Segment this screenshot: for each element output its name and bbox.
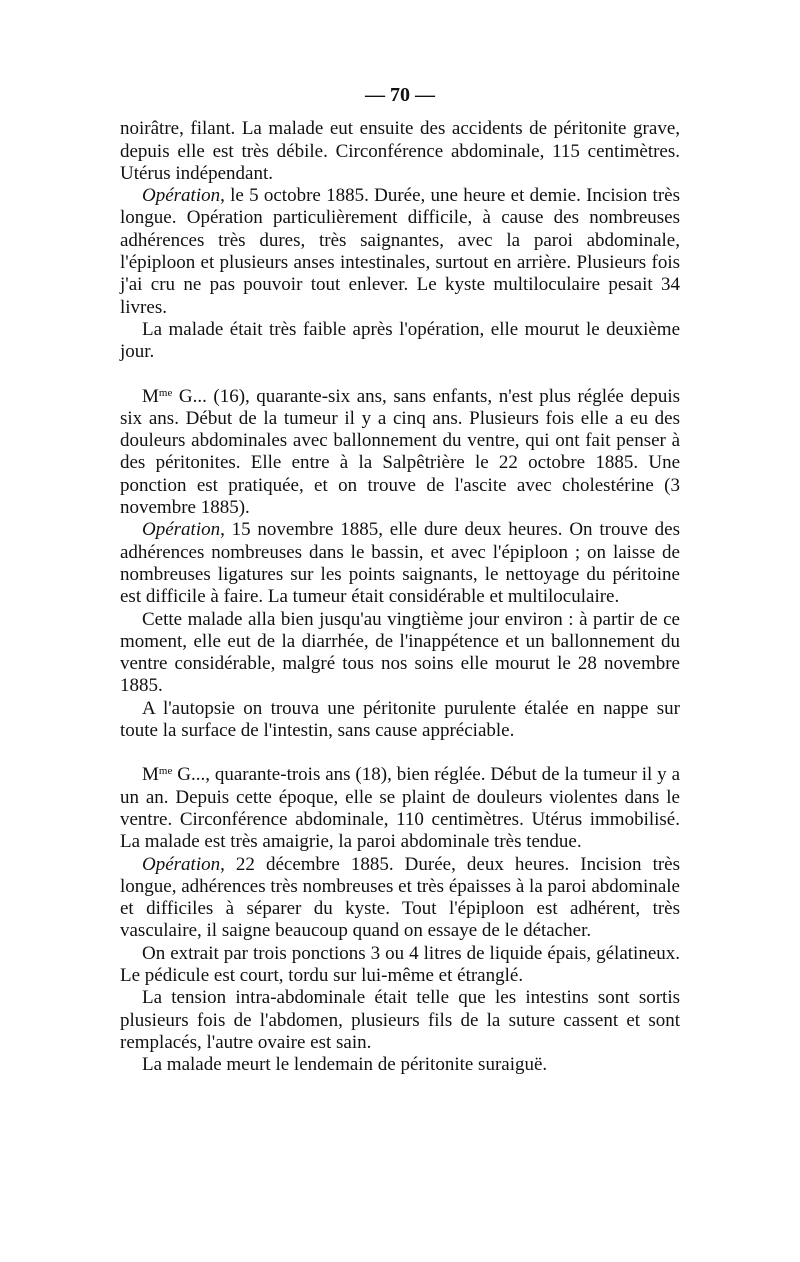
- paragraph: [120, 854, 680, 943]
- operation-label: Opération: [142, 185, 221, 207]
- paragraph-text: G... (16), quarante-six ans, sans enfants, n'est plus réglée depuis six ans. Début de la tumeur il y a cinq ans. Plusieurs fois elle a eu des douleurs abdominales avec ballonnement du ventre, qui ont fait penser à des péritonites. Elle entre à la Salpêtrière le 22 octobre 1885. Une ponction est pratiquée, et on trouve de l'ascite avec cholestérine (3 novembre 1885).: [120, 385, 680, 519]
- paragraph: [120, 519, 680, 608]
- section-gap: [120, 364, 680, 386]
- paragraph: Cette malade alla bien jusqu'au vingtième jour environ : à partir de ce moment, elle eut de la diarrhée, de l'inappétence et un ballonnement du ventre considérable, malgré tous nos soins elle mourut le 28 novembre 1885.: [120, 608, 680, 697]
- paragraph: A l'autopsie on trouva une péritonite purulente étalée en nappe sur toute la surface de l'intestin, sans cause appréciable.: [120, 697, 680, 742]
- paragraph-text: , 15 novembre 1885, elle dure deux heures. On trouve des adhérences nombreuses dans le bassin, et avec l'épiploon ; on laisse de nombreuses ligatures sur les points saignants, le nettoyage du péritoine est difficile à faire. La tumeur était considérable et multiloculaire.: [120, 519, 680, 608]
- paragraph: La malade meurt le lendemain de péritonite suraiguë.: [142, 1054, 548, 1076]
- page-number: — 70 —: [365, 84, 435, 106]
- case-paragraph: [120, 764, 680, 853]
- paragraph-text: , 22 décembre 1885. Durée, deux heures. Incision très longue, adhérences très nombreuses et très épaisses à la paroi abdominale et difficiles à séparer du kyste. Tout l'épiploon est adhérent, très vasculaire, il saigne beaucoup quand on essaye de le détacher.: [120, 853, 680, 942]
- title-m: M: [142, 764, 159, 786]
- operation-label: Opération: [142, 853, 221, 875]
- title-sup: me: [158, 765, 173, 778]
- paragraph: On extrait par trois ponctions 3 ou 4 litres de liquide épais, gélatineux. Le pédicule est court, tordu sur lui-même et étranglé.: [120, 942, 680, 986]
- paragraph-text: G..., quarante-trois ans (18), bien réglée. Début de la tumeur il y a un an. Depuis cette époque, elle se plaint de douleurs violentes dans le ventre. Circonférence abdominale, 110 centimètres. Utérus immobilisé. La malade est très amaigrie, la paroi abdominale très tendue.: [120, 764, 680, 853]
- title-m: M: [142, 385, 159, 407]
- title-sup: me: [158, 386, 173, 399]
- paragraph: La malade était très faible après l'opération, elle mourut le deuxième jour.: [120, 318, 680, 363]
- paragraph: noirâtre, filant. La malade eut ensuite des accidents de péritonite grave, depuis elle est très débile. Circonférence abdominale, 115 centimètres. Utérus indépendant.: [120, 118, 680, 184]
- paragraph: [120, 185, 680, 319]
- paragraph-text: , le 5 octobre 1885. Durée, une heure et demie. Incision très longue. Opération particulièrement difficile, à cause des nombreuses adhérences très dures, très saignantes, avec la paroi abdominale, l'épiploon et plusieurs anses intestinales, surtout en arrière. Plusieurs fois j'ai cru ne pas pouvoir tout enlever. Le kyste multiloculaire pesait 34 livres.: [120, 185, 680, 318]
- paragraph: La tension intra-abdominale était telle que les intestins sont sortis plusieurs fois de l'abdomen, plusieurs fils de la suture cassent et sont remplacés, l'autre ovaire est sain.: [120, 987, 680, 1053]
- operation-label: Opération: [142, 519, 221, 541]
- document-page: [120, 84, 680, 1076]
- section-gap: [120, 742, 680, 764]
- case-paragraph: [120, 386, 680, 520]
